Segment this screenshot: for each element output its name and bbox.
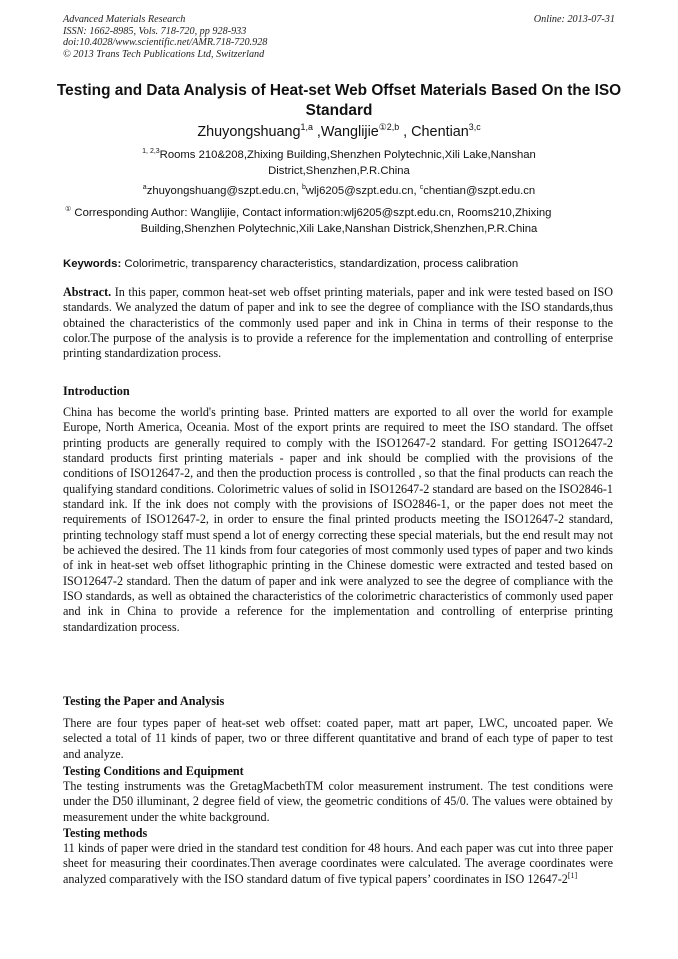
citation-ref: [1] (567, 870, 578, 880)
online-date: Online: 2013-07-31 (533, 14, 615, 25)
email-superscript: c (419, 184, 424, 192)
conditions-heading: Testing Conditions and Equipment (63, 764, 244, 778)
copyright-line: © 2013 Trans Tech Publications Ltd, Switzerland (63, 48, 265, 60)
journal-header (63, 14, 615, 60)
abstract-label: Abstract. (63, 285, 112, 299)
methods-text (63, 841, 613, 887)
corresponding-superscript: ① (65, 206, 72, 214)
corresponding-line-1 (63, 206, 615, 222)
author-name: Zhuyongshuang (197, 124, 301, 140)
author-superscript: 3,c (468, 122, 481, 133)
corresponding-author (63, 206, 615, 237)
testing-paper-heading: Testing the Paper and Analysis (63, 694, 225, 708)
email-superscript: b (301, 184, 306, 192)
corresponding-text-1: Corresponding Author: Wanglijie, Contact information:wlj6205@szpt.edu.cn, Rooms210,Zhixing (71, 207, 552, 219)
affiliation-superscript: 1, 2,3 (142, 148, 160, 156)
email-a: zhuyongshuang@szpt.edu.cn, (146, 185, 302, 197)
keywords-text: Colorimetric, transparency characteristics, standardization, process calibration (121, 258, 519, 270)
abstract-text: In this paper, common heat-set web offset printing materials, paper and ink were tested based on ISO standards. We analyzed the datum of paper and ink to see the degree of compliance with the ISO standards,thus obtained the characteristics of the commonly used paper and ink in China in terms of their response to the color.The purpose of the analysis is to provide a reference for the implementation and controlling of enterprise printing standardization process. (63, 285, 613, 361)
author-name: ,Wanglijie (312, 124, 379, 140)
testing-paper-text: There are four types paper of heat-set web offset: coated paper, matt art paper, LWC, uncoated paper. We selected a total of 11 kinds of paper, two or three different quantitative and brand of each type of paper to test and analyze. (63, 716, 613, 761)
journal-name: Advanced Materials Research (63, 14, 186, 25)
author-name: , Chentian (399, 124, 469, 140)
methods-body: 11 kinds of paper were dried in the standard test condition for 48 hours. And each paper was cut into three paper sheet for measuring their coordinates.Then average coordinates were calculated. The average coordinates were analyzed comparatively with the ISO standard datum of five typical papers’ coordinates in ISO 12647-2 (63, 841, 613, 886)
author-superscript: 1,a (300, 122, 313, 133)
doi-line: doi:10.4028/www.scientific.net/AMR.718-720.928 (63, 37, 268, 49)
email-c: chentian@szpt.edu.cn (423, 185, 536, 197)
email-superscript: a (142, 184, 147, 192)
abstract (63, 285, 613, 362)
paper-title: Testing and Data Analysis of Heat-set Web Offset Materials Based On the ISO Standard (56, 82, 622, 119)
conditions-text: The testing instruments was the GretagMacbethTM color measurement instrument. The test conditions were under the D50 illuminant, 2 degree field of view, the geometric conditions of 45/0. The values were obtained by measurement under the white background. (63, 779, 613, 824)
email-b: wlj6205@szpt.edu.cn, (305, 185, 420, 197)
author-emails (60, 184, 618, 199)
keywords-label: Keywords: (63, 258, 122, 270)
corresponding-line-2: Building,Shenzhen Polytechnic,Xili Lake,Nanshan Districk,Shenzhen,P.R.China (140, 222, 538, 235)
methods-heading: Testing methods (63, 826, 148, 840)
author-list (50, 123, 628, 141)
author-superscript: ①2,b (378, 122, 400, 133)
affiliation-text: Rooms 210&208,Zhixing Building,Shenzhen Polytechnic,Xili Lake,Nanshan District,Shenzhen,P.R.China (159, 149, 536, 177)
issn-line: ISSN: 1662-8985, Vols. 718-720, pp 928-933 (63, 25, 247, 37)
keywords (63, 257, 619, 272)
affiliation (95, 148, 583, 179)
introduction-text: China has become the world's printing base. Printed matters are exported to all over the world for example Europe, North America, Oceania. Most of the export prints are required to meet the ISO standard. The offset printing products are generally required to comply with the ISO12647-2 standard. For getting ISO12647-2 standard products first printing materials - paper and ink should be complied with the provisions of the conditions of ISO12647-2, and then the production process is controlled , so that the final products can reach the qualifying standard conditions. Colorimetric values of solid in ISO12647-2 standard are based on the ISO2846-1 standard ink. If the ink does not comply with the provisions of ISO2846-1, or the paper does not meet the requirements of ISO12647-2, in order to ensure the final printed products meeting the ISO12647-2 standard, printing technology staff must spend a lot of energy correcting these special materials, but the end result may not be achieved the desired. The 11 kinds from four categories of most commonly used types of paper and two kinds of ink in heat-set web offset lithographic printing in the Chinese domestic were extracted and tested based on ISO12647-2 standard. Then the datum of paper and ink were analyzed to see the degree of compliance with the ISO standards, as well as obtained the characteristics of the colorimetric characteristics of commonly used paper and ink in China to provide a reference for the implementation and controlling of enterprise printing standardization process. (63, 405, 613, 634)
introduction-heading: Introduction (63, 384, 130, 398)
